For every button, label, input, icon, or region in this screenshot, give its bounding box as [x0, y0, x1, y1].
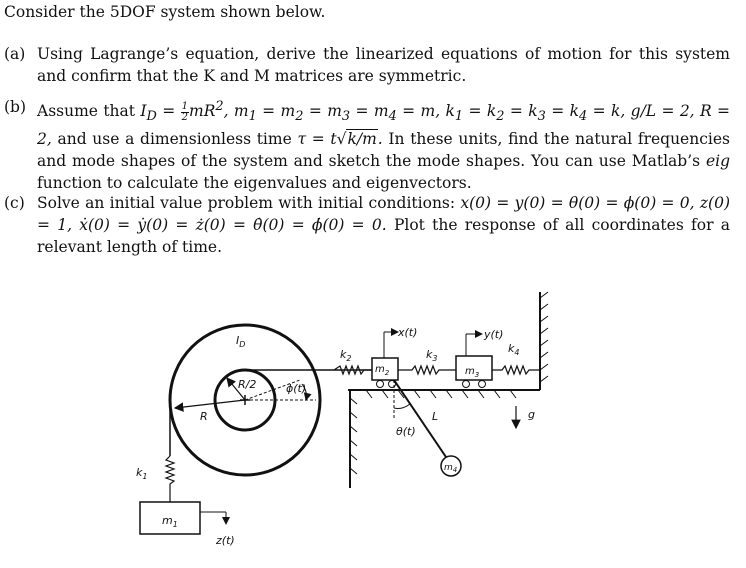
part-b-text-1: Assume that: [37, 102, 136, 121]
part-c: [4, 192, 730, 258]
radius-R-arrow: [175, 400, 245, 408]
pendulum-rod: [394, 380, 448, 460]
label-L: L: [432, 410, 439, 423]
spring-k3: [398, 366, 456, 374]
part-a-text: Using Lagrange’s equation, derive the linearized equations of motion for this system and confirm that the K and M matrices are symmetric.: [37, 45, 730, 85]
label-R: R: [200, 410, 208, 423]
label-zt: z(t): [216, 534, 235, 547]
floor-hatch: [366, 390, 516, 398]
label-g: g: [528, 408, 535, 421]
part-b-text: [37, 96, 730, 194]
part-b-label: (b): [4, 98, 27, 116]
spring-k1: [166, 456, 174, 502]
intro-text: Consider the 5DOF system shown below.: [4, 3, 326, 21]
part-a-label: (a): [4, 45, 26, 63]
label-m2: $m_2$: [375, 364, 390, 377]
label-yt: y(t): [484, 328, 504, 341]
label-ID: $I_D$: [236, 334, 246, 349]
label-phi: ϕ(t): [286, 382, 307, 395]
system-diagram: [0, 280, 746, 568]
label-xt: x(t): [398, 326, 418, 339]
label-k3: $k_3$: [426, 348, 438, 363]
label-theta: θ(t): [396, 425, 416, 438]
part-b: [4, 96, 730, 194]
part-c-ics: x(0) = y(0) = θ(0) = ϕ(0) = 0, z(0) = 1, ẋ(0) = ẏ(0) = ż(0) = θ̇(0) = ϕ̇(0) = 0.: [37, 194, 730, 234]
label-k4: $k_4$: [508, 342, 520, 357]
label-R-half: R/2: [238, 378, 257, 391]
label-m3: $m_3$: [465, 366, 480, 379]
label-m4: $m_4$: [444, 463, 458, 474]
part-c-label: (c): [4, 194, 25, 212]
label-m1: $m_1$: [162, 514, 178, 529]
part-b-dimensionless: and use a dimensionless time: [57, 130, 292, 149]
part-c-text: [37, 192, 730, 258]
part-b-text-2: In these units, find the natural frequencies and mode shapes of the system and sketch the mode shapes. You can use Matlab’s: [37, 130, 730, 171]
spring-k4: [492, 366, 540, 374]
part-b-params: $I_D$ = $\frac{1}{2}$ $mR^2$, $m_1 = m_2 = m_3 = m_4 = m$, $k_1 = k_2 = k_3 = k_4 = k$, g/L = 2, R = 2,: [37, 99, 731, 149]
part-b-tau: τ = t√k/m.: [297, 130, 383, 149]
part-b-eig: eig: [705, 152, 730, 171]
part-c-text-1: Solve an initial value problem with initial conditions:: [37, 194, 456, 212]
label-k2: $k_2$: [340, 348, 352, 363]
part-a: [4, 43, 730, 87]
part-c-text-2: Plot the response of all coordinates for a relevant length of time.: [37, 216, 730, 256]
label-k1: $k_1$: [136, 466, 148, 481]
part-b-text-3: function to calculate the eigenvalues and eigenvectors.: [37, 174, 472, 193]
